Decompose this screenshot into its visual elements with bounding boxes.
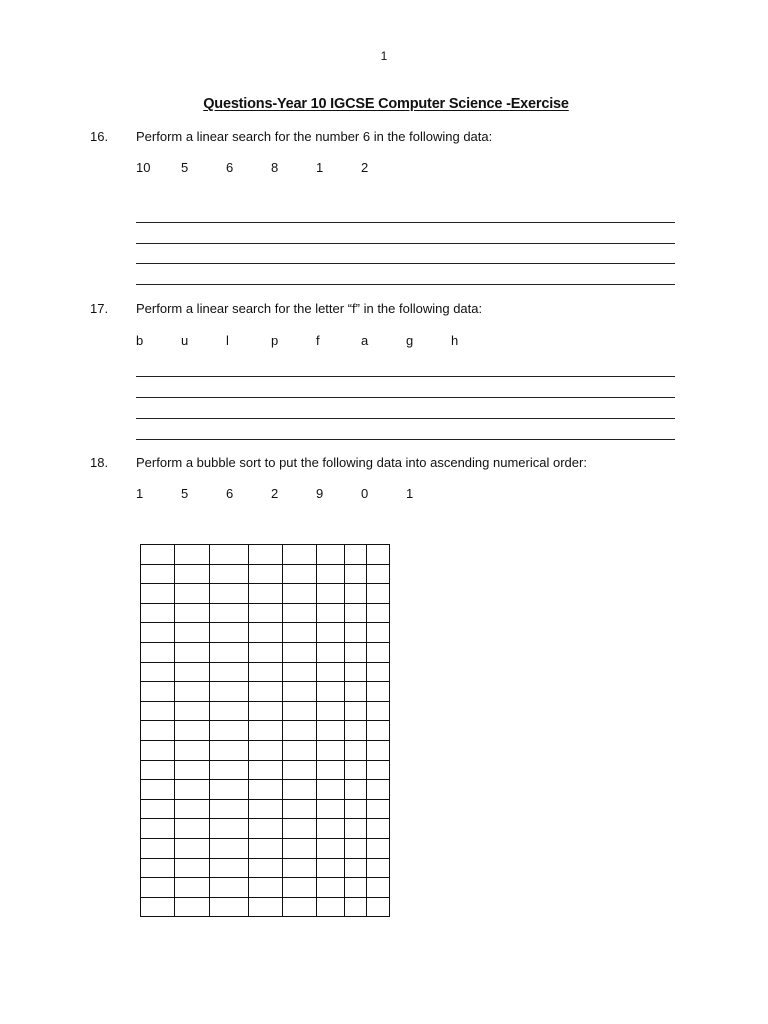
data-value: 5 — [181, 160, 189, 175]
data-row — [136, 486, 451, 501]
grid-cell[interactable] — [249, 545, 283, 565]
grid-cell[interactable] — [317, 878, 345, 898]
grid-cell[interactable] — [141, 623, 175, 643]
grid-cell[interactable] — [283, 799, 317, 819]
grid-row — [141, 838, 390, 858]
grid-cell[interactable] — [317, 701, 345, 721]
grid-cell[interactable] — [175, 623, 210, 643]
grid-cell[interactable] — [283, 897, 317, 917]
grid-cell[interactable] — [283, 740, 317, 760]
answer-line[interactable] — [136, 397, 675, 398]
grid-cell[interactable] — [317, 838, 345, 858]
grid-row — [141, 740, 390, 760]
grid-cell[interactable] — [175, 642, 210, 662]
grid-cell[interactable] — [210, 564, 249, 584]
data-value: 2 — [271, 486, 279, 501]
grid-cell[interactable] — [210, 838, 249, 858]
grid-row — [141, 545, 390, 565]
data-value: 1 — [136, 486, 144, 501]
grid-cell[interactable] — [367, 760, 390, 780]
grid-row — [141, 701, 390, 721]
data-value: 1 — [316, 160, 324, 175]
grid-cell[interactable] — [249, 858, 283, 878]
grid-cell[interactable] — [175, 545, 210, 565]
answer-line[interactable] — [136, 418, 675, 419]
grid-cell[interactable] — [345, 799, 367, 819]
page-number: 1 — [380, 49, 388, 63]
grid-cell[interactable] — [367, 545, 390, 565]
grid-cell[interactable] — [210, 584, 249, 604]
data-value: 8 — [271, 160, 279, 175]
data-value: g — [406, 333, 414, 348]
grid-cell[interactable] — [345, 545, 367, 565]
grid-cell[interactable] — [210, 780, 249, 800]
data-value: 9 — [316, 486, 324, 501]
grid-cell[interactable] — [283, 858, 317, 878]
grid-cell[interactable] — [317, 819, 345, 839]
grid-cell[interactable] — [141, 740, 175, 760]
grid-cell[interactable] — [210, 897, 249, 917]
grid-cell[interactable] — [175, 603, 210, 623]
grid-cell[interactable] — [141, 897, 175, 917]
grid-cell[interactable] — [367, 603, 390, 623]
grid-cell[interactable] — [210, 858, 249, 878]
data-row — [136, 160, 406, 175]
grid-cell[interactable] — [317, 858, 345, 878]
grid-cell[interactable] — [249, 819, 283, 839]
grid-cell[interactable] — [283, 780, 317, 800]
grid-cell[interactable] — [175, 564, 210, 584]
question-text: Perform a linear search for the number 6 in the following data: — [136, 129, 493, 144]
grid-cell[interactable] — [210, 819, 249, 839]
grid-cell[interactable] — [345, 623, 367, 643]
grid-row — [141, 760, 390, 780]
grid-cell[interactable] — [175, 740, 210, 760]
grid-cell[interactable] — [317, 760, 345, 780]
page-title: Questions-Year 10 IGCSE Computer Science -Exercise — [203, 96, 569, 112]
grid-cell[interactable] — [367, 721, 390, 741]
data-value: 5 — [181, 486, 189, 501]
grid-cell[interactable] — [141, 642, 175, 662]
grid-cell[interactable] — [367, 878, 390, 898]
grid-cell[interactable] — [249, 682, 283, 702]
grid-cell[interactable] — [249, 799, 283, 819]
data-value: p — [271, 333, 279, 348]
grid-cell[interactable] — [345, 701, 367, 721]
data-value: f — [316, 333, 320, 348]
grid-cell[interactable] — [317, 682, 345, 702]
grid-cell[interactable] — [141, 819, 175, 839]
grid-cell[interactable] — [367, 662, 390, 682]
grid-cell[interactable] — [345, 642, 367, 662]
grid-cell[interactable] — [367, 799, 390, 819]
grid-row — [141, 682, 390, 702]
grid-cell[interactable] — [367, 838, 390, 858]
grid-cell[interactable] — [141, 564, 175, 584]
data-value: u — [181, 333, 189, 348]
grid-cell[interactable] — [283, 603, 317, 623]
grid-cell[interactable] — [210, 721, 249, 741]
grid-cell[interactable] — [175, 584, 210, 604]
grid-cell[interactable] — [317, 603, 345, 623]
question-number: 17. — [90, 301, 109, 316]
data-value: 6 — [226, 160, 234, 175]
grid-cell[interactable] — [345, 603, 367, 623]
grid-cell[interactable] — [249, 760, 283, 780]
grid-cell[interactable] — [210, 662, 249, 682]
grid-row — [141, 858, 390, 878]
grid-cell[interactable] — [249, 740, 283, 760]
grid-cell[interactable] — [345, 584, 367, 604]
grid-row — [141, 721, 390, 741]
grid-cell[interactable] — [345, 760, 367, 780]
grid-cell[interactable] — [175, 701, 210, 721]
grid-cell[interactable] — [317, 545, 345, 565]
grid-cell[interactable] — [283, 584, 317, 604]
grid-cell[interactable] — [345, 564, 367, 584]
grid-cell[interactable] — [249, 838, 283, 858]
question-text: Perform a bubble sort to put the following data into ascending numerical order: — [136, 455, 587, 470]
grid-cell[interactable] — [345, 858, 367, 878]
grid-cell[interactable] — [175, 760, 210, 780]
grid-cell[interactable] — [345, 662, 367, 682]
grid-cell[interactable] — [249, 642, 283, 662]
grid-cell[interactable] — [141, 545, 175, 565]
grid-cell[interactable] — [175, 819, 210, 839]
grid-row — [141, 603, 390, 623]
grid-cell[interactable] — [210, 603, 249, 623]
grid-row — [141, 642, 390, 662]
answer-line[interactable] — [136, 222, 675, 223]
grid-cell[interactable] — [210, 878, 249, 898]
grid-cell[interactable] — [345, 721, 367, 741]
grid-cell[interactable] — [367, 564, 390, 584]
grid-cell[interactable] — [283, 564, 317, 584]
grid-cell[interactable] — [210, 701, 249, 721]
grid-cell[interactable] — [317, 662, 345, 682]
answer-line[interactable] — [136, 439, 675, 440]
grid-cell[interactable] — [175, 799, 210, 819]
grid-cell[interactable] — [175, 721, 210, 741]
grid-cell[interactable] — [175, 682, 210, 702]
grid-cell[interactable] — [283, 838, 317, 858]
grid-cell[interactable] — [283, 878, 317, 898]
grid-cell[interactable] — [210, 740, 249, 760]
grid-cell[interactable] — [367, 780, 390, 800]
grid-row — [141, 897, 390, 917]
grid-cell[interactable] — [367, 897, 390, 917]
grid-cell[interactable] — [283, 642, 317, 662]
grid-row — [141, 799, 390, 819]
answer-line[interactable] — [136, 243, 675, 244]
grid-cell[interactable] — [317, 799, 345, 819]
grid-cell[interactable] — [283, 819, 317, 839]
grid-cell[interactable] — [210, 799, 249, 819]
grid-cell[interactable] — [210, 682, 249, 702]
grid-cell[interactable] — [141, 603, 175, 623]
data-value: 6 — [226, 486, 234, 501]
grid-cell[interactable] — [249, 662, 283, 682]
grid-cell[interactable] — [283, 682, 317, 702]
grid-cell[interactable] — [317, 780, 345, 800]
grid-cell[interactable] — [175, 662, 210, 682]
data-value: h — [451, 333, 459, 348]
grid-cell[interactable] — [317, 721, 345, 741]
grid-cell[interactable] — [210, 642, 249, 662]
grid-cell[interactable] — [283, 623, 317, 643]
grid-cell[interactable] — [175, 878, 210, 898]
grid-cell[interactable] — [367, 819, 390, 839]
grid-cell[interactable] — [249, 897, 283, 917]
grid-cell[interactable] — [141, 858, 175, 878]
bubble-sort-grid[interactable] — [140, 544, 390, 917]
grid-cell[interactable] — [345, 682, 367, 702]
grid-row — [141, 564, 390, 584]
grid-cell[interactable] — [317, 564, 345, 584]
question-number: 18. — [90, 455, 109, 470]
question-text: Perform a linear search for the letter “f” in the following data: — [136, 301, 483, 316]
question-number: 16. — [90, 129, 109, 144]
grid-row — [141, 662, 390, 682]
grid-cell[interactable] — [345, 838, 367, 858]
answer-line[interactable] — [136, 263, 675, 264]
grid-cell[interactable] — [345, 780, 367, 800]
grid-cell[interactable] — [283, 545, 317, 565]
grid-cell[interactable] — [141, 701, 175, 721]
grid-row — [141, 584, 390, 604]
grid-cell[interactable] — [283, 760, 317, 780]
data-value: 1 — [406, 486, 414, 501]
grid-cell[interactable] — [141, 799, 175, 819]
grid-cell[interactable] — [283, 721, 317, 741]
data-value: 10 — [136, 160, 151, 175]
grid-row — [141, 819, 390, 839]
grid-row — [141, 780, 390, 800]
data-row — [136, 333, 496, 348]
grid-cell[interactable] — [367, 584, 390, 604]
grid-cell[interactable] — [249, 721, 283, 741]
grid-cell[interactable] — [283, 701, 317, 721]
grid-cell[interactable] — [345, 878, 367, 898]
grid-row — [141, 878, 390, 898]
grid-cell[interactable] — [249, 623, 283, 643]
grid-cell[interactable] — [317, 740, 345, 760]
grid-cell[interactable] — [367, 858, 390, 878]
data-value: l — [226, 333, 229, 348]
grid-cell[interactable] — [345, 897, 367, 917]
grid-cell[interactable] — [317, 642, 345, 662]
grid-cell[interactable] — [210, 623, 249, 643]
grid-cell[interactable] — [345, 819, 367, 839]
grid-cell[interactable] — [141, 838, 175, 858]
data-value: 0 — [361, 486, 369, 501]
grid-cell[interactable] — [249, 603, 283, 623]
grid-cell[interactable] — [210, 760, 249, 780]
grid-cell[interactable] — [141, 780, 175, 800]
grid-cell[interactable] — [367, 740, 390, 760]
grid-cell[interactable] — [175, 858, 210, 878]
grid-cell[interactable] — [141, 760, 175, 780]
answer-line[interactable] — [136, 284, 675, 285]
grid-cell[interactable] — [283, 662, 317, 682]
data-value: 2 — [361, 160, 369, 175]
grid-cell[interactable] — [141, 584, 175, 604]
grid-cell[interactable] — [175, 838, 210, 858]
answer-line[interactable] — [136, 376, 675, 377]
grid-cell[interactable] — [249, 780, 283, 800]
data-value: b — [136, 333, 144, 348]
grid-cell[interactable] — [249, 564, 283, 584]
grid-cell[interactable] — [249, 878, 283, 898]
grid-cell[interactable] — [210, 545, 249, 565]
grid-cell[interactable] — [141, 682, 175, 702]
grid-cell[interactable] — [367, 623, 390, 643]
grid-cell[interactable] — [141, 662, 175, 682]
grid-cell[interactable] — [175, 780, 210, 800]
data-value: a — [361, 333, 369, 348]
grid-row — [141, 623, 390, 643]
grid-cell[interactable] — [317, 584, 345, 604]
grid-cell[interactable] — [345, 740, 367, 760]
grid-cell[interactable] — [175, 897, 210, 917]
grid-cell[interactable] — [367, 642, 390, 662]
grid-cell[interactable] — [317, 897, 345, 917]
grid-cell[interactable] — [367, 701, 390, 721]
grid-cell[interactable] — [249, 701, 283, 721]
grid-cell[interactable] — [249, 584, 283, 604]
grid-cell[interactable] — [141, 878, 175, 898]
grid-cell[interactable] — [317, 623, 345, 643]
grid-cell[interactable] — [367, 682, 390, 702]
grid-cell[interactable] — [141, 721, 175, 741]
